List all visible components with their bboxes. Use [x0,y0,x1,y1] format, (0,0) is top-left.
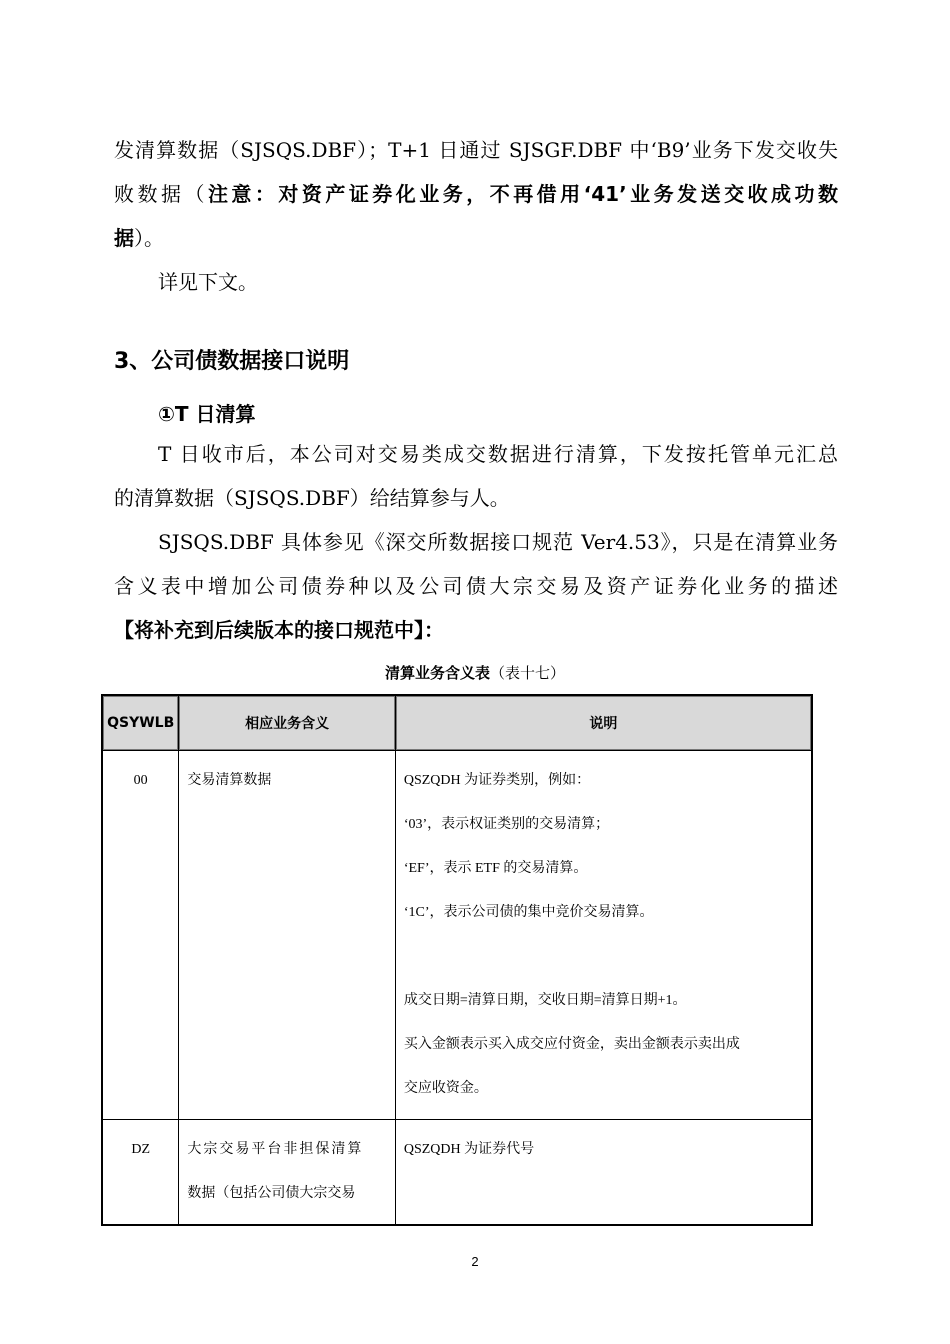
row-description [395,751,812,1120]
intro-line-2 [114,172,838,216]
intro-line-2-prefix: 败数据（ [114,182,208,206]
intro-line-1: 发清算数据（SJSQS.DBF）；T+1 日通过 SJSGF.DBF 中‘B9’业务下发交收失 [114,138,838,162]
row-meaning [179,1120,395,1226]
desc-line: 交应收资金。 [403,1081,488,1096]
desc-line: 成交日期=清算日期，交收日期=清算日期+1。 [403,993,687,1008]
table-row [102,1120,812,1226]
desc-blank-line [404,935,803,979]
row-description [395,1120,812,1226]
desc-line: ‘03’，表示权证类别的交易清算； [403,817,610,832]
para2-line-2: 含义表中增加公司债券种以及公司债大宗交易及资产证券化业务的描述 [114,574,838,598]
intro-note-bold-end: 据 [114,226,134,250]
table-header-row [102,695,812,751]
desc-line: 买入金额表示买入成交应付资金，卖出金额表示卖出成 [403,1037,740,1052]
meaning-line: 大宗交易平台非担保清算 [187,1142,364,1157]
intro-note-bold: 注意：对资产证券化业务，不再借用‘41’业务发送交收成功数 [207,182,839,206]
desc-line: ‘1C’，表示公司债的集中竞价交易清算。 [403,905,654,920]
table-row [102,751,812,1120]
see-below-text: 详见下文。 [158,270,258,294]
para2-note-bold: 【将补充到后续版本的接口规范中】 [114,618,424,642]
para2-line-3-suffix: ： [424,618,444,642]
header-description: 说明 [395,695,812,751]
clearing-business-table [101,694,813,1226]
para1-line-2: 的清算数据（SJSQS.DBF）给结算参与人。 [114,486,510,510]
para2-line-3 [114,608,838,652]
intro-line-3 [114,216,838,260]
header-qsywlb: QSYWLB [102,695,179,751]
section-heading: 3、公司债数据接口说明 [114,349,350,374]
sub-heading: ①T 日清算 [158,402,256,426]
desc-line: QSZQDH 为证券类别，例如： [403,773,591,788]
meaning-line: 数据（包括公司债大宗交易 [187,1186,356,1201]
para1-line-1: T 日收市后，本公司对交易类成交数据进行清算，下发按托管单元汇总 [158,442,838,466]
page-number: 2 [471,1254,479,1269]
row-code: 00 [102,751,179,1120]
table-caption-suffix: （表十七） [490,664,566,682]
desc-line: ‘EF’，表示 ETF 的交易清算。 [403,861,588,876]
row-code: DZ [102,1120,179,1226]
intro-line-3-suffix: ）。 [134,226,164,250]
table-caption-title: 清算业务含义表 [384,664,490,682]
header-meaning: 相应业务含义 [179,695,395,751]
row-meaning: 交易清算数据 [179,751,395,1120]
para2-line-1: SJSQS.DBF 具体参见《深交所数据接口规范 Ver4.53》，只是在清算业务 [158,530,838,554]
table-caption [0,662,950,683]
desc-line: QSZQDH 为证券代号 [403,1142,535,1157]
